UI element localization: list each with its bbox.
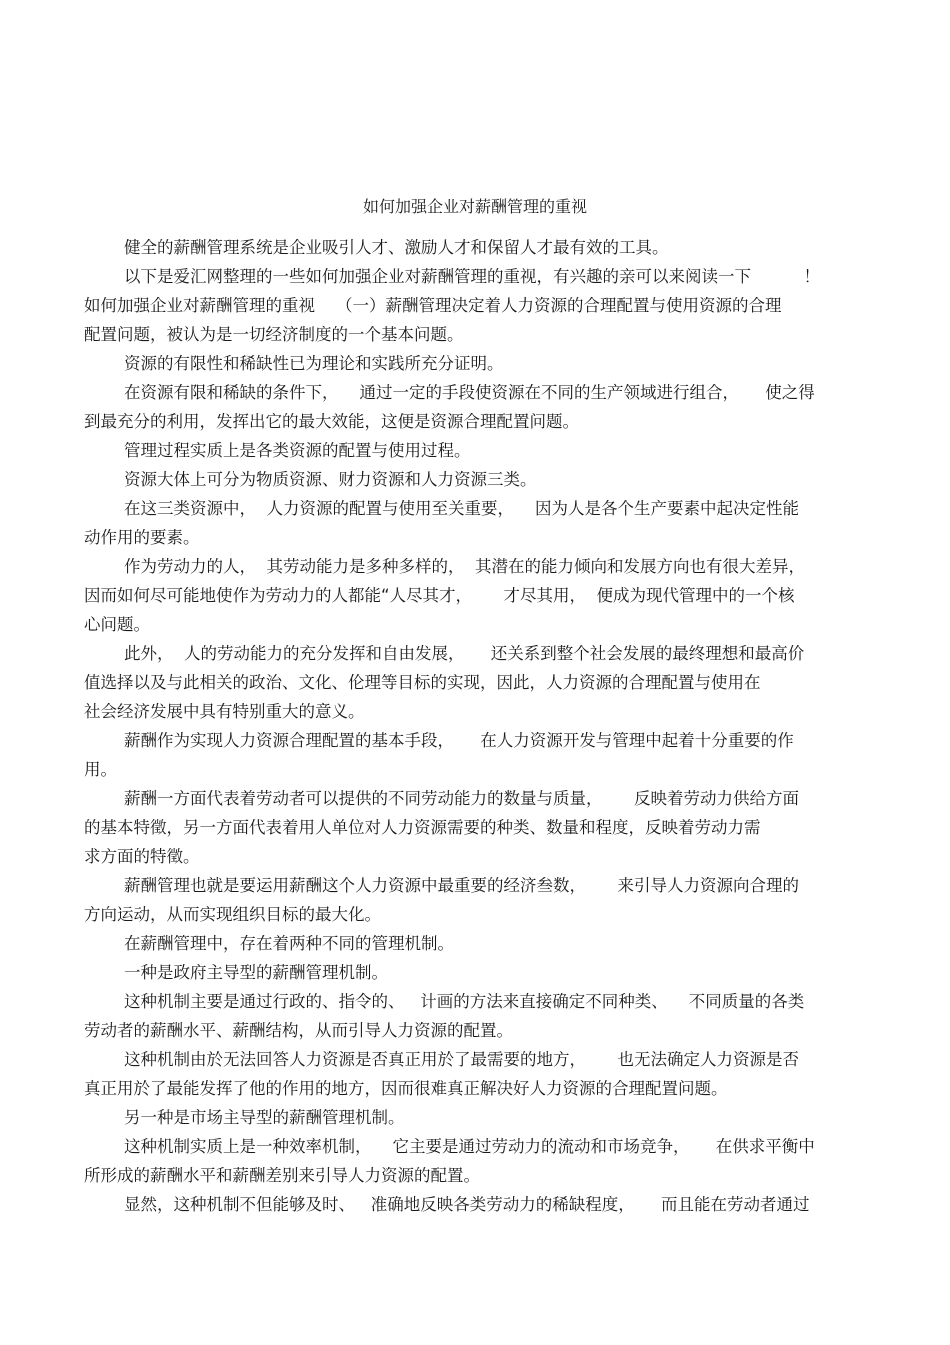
text-line: 动作用的要素。 xyxy=(84,528,200,547)
text-line: 这种机制主要是通过行政的、指令的、 计画的方法来直接确定不同种类、 不同质量的各类 xyxy=(124,992,805,1011)
text-line: 用。 xyxy=(84,760,117,779)
text-line: 真正用於了最能发挥了他的作用的地方，因而很难真正解决好人力资源的合理配置问题。 xyxy=(84,1079,728,1098)
text-line: 配置问题，被认为是一切经济制度的一个基本问题。 xyxy=(84,325,464,344)
text-line: 所形成的薪酬水平和薪酬差别来引导人力资源的配置。 xyxy=(84,1166,480,1185)
text-line: 管理过程实质上是各类资源的配置与使用过程。 xyxy=(124,441,471,460)
text-line: 在资源有限和稀缺的条件下， 通过一定的手段使资源在不同的生产领域进行组合， 使之得 xyxy=(124,383,815,402)
text-line: 作为劳动力的人， 其劳动能力是多种多样的， 其潜在的能力倾向和发展方向也有很大差异， xyxy=(124,557,805,576)
text-line: 此外， 人的劳动能力的充分发挥和自由发展， 还关系到整个社会发展的最终理想和最高价 xyxy=(124,644,805,663)
text-line: 的基本特徵，另一方面代表着用人单位对人力资源需要的种类、数量和程度，反映着劳动力需 xyxy=(84,818,761,837)
text-line: 薪酬一方面代表着劳动者可以提供的不同劳动能力的数量与质量， 反映着劳动力供给方面 xyxy=(124,789,799,808)
text-line: 这种机制由於无法回答人力资源是否真正用於了最需要的地方， 也无法确定人力资源是否 xyxy=(124,1050,799,1069)
text-line: 资源大体上可分为物质资源、财力资源和人力资源三类。 xyxy=(124,470,537,489)
text-line: 薪酬作为实现人力资源合理配置的基本手段， 在人力资源开发与管理中起着十分重要的作 xyxy=(124,731,794,750)
text-line: 心问题。 xyxy=(84,615,150,634)
text-line: 另一种是市场主导型的薪酬管理机制。 xyxy=(124,1108,405,1127)
text-line: 在这三类资源中， 人力资源的配置与使用至关重要， 因为人是各个生产要素中起决定性能 xyxy=(124,499,799,518)
text-line: 社会经济发展中具有特别重大的意义。 xyxy=(84,702,365,721)
text-line: 薪酬管理也就是要运用薪酬这个人力资源中最重要的经济叁数， 来引导人力资源向合理的 xyxy=(124,876,799,895)
text-line: 求方面的特徵。 xyxy=(84,847,200,866)
text-line: 劳动者的薪酬水平、薪酬结构，从而引导人力资源的配置。 xyxy=(84,1021,513,1040)
text-line: 一种是政府主导型的薪酬管理机制。 xyxy=(124,963,388,982)
text-line: 值选择以及与此相关的政治、文化、伦理等目标的实现，因此，人力资源的合理配置与使用在 xyxy=(84,673,761,692)
text-line: 方向运动，从而实现组织目标的最大化。 xyxy=(84,905,381,924)
text-line: 在薪酬管理中，存在着两种不同的管理机制。 xyxy=(124,934,454,953)
document-title: 如何加强企业对薪酬管理的重视 xyxy=(362,197,587,216)
document-body xyxy=(84,233,869,1219)
text-line: 健全的薪酬管理系统是企业吸引人才、激励人才和保留人才最有效的工具。 xyxy=(124,238,669,257)
text-line: 到最充分的利用，发挥出它的最大效能，这便是资源合理配置问题。 xyxy=(84,412,579,431)
text-line: 如何加强企业对薪酬管理的重视 （一）薪酬管理决定着人力资源的合理配置与使用资源的合理 xyxy=(84,296,782,315)
text-line: 以下是爱汇网整理的一些如何加强企业对薪酬管理的重视，有兴趣的亲可以来阅读一下 ！ xyxy=(124,267,820,286)
text-line: 资源的有限性和稀缺性已为理论和实践所充分证明。 xyxy=(124,354,504,373)
text-line: 显然，这种机制不但能够及时、 准确地反映各类劳动力的稀缺程度， 而且能在劳动者通过 xyxy=(124,1195,810,1214)
text-line: 因而如何尽可能地使作为劳动力的人都能“人尽其才， 才尽其用， 便成为现代管理中的一个核 xyxy=(84,586,795,605)
text-line: 这种机制实质上是一种效率机制， 它主要是通过劳动力的流动和市场竞争， 在供求平衡中 xyxy=(124,1137,815,1156)
